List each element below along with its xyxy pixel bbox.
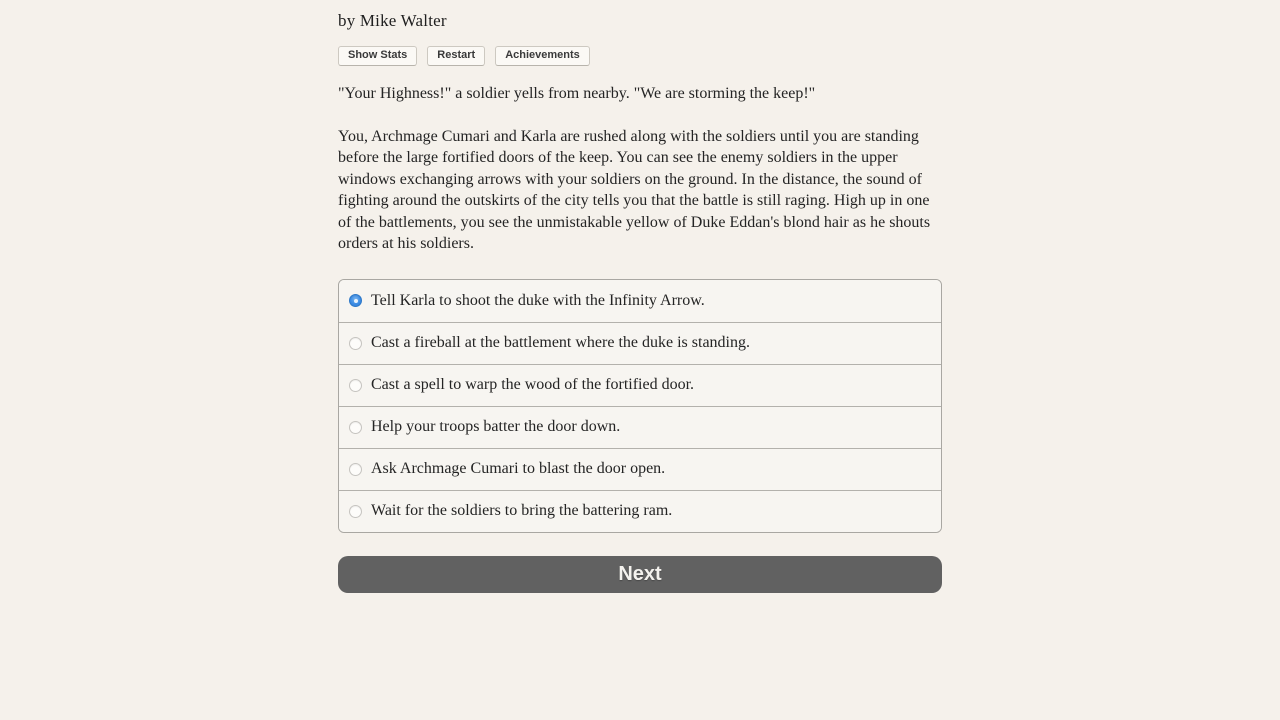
achievements-button[interactable]: Achievements: [495, 46, 590, 66]
choice-option-4[interactable]: [339, 406, 941, 448]
radio-button-icon[interactable]: [349, 337, 362, 350]
game-toolbar: [338, 46, 942, 66]
game-page: [338, 0, 942, 593]
radio-button-icon[interactable]: [349, 379, 362, 392]
story-paragraph: You, Archmage Cumari and Karla are rushed along with the soldiers until you are standing before the large fortified doors of the keep. You can see the enemy soldiers in the upper windows exchanging arrows with your soldiers on the ground. In the distance, the sound of fighting around the outskirts of the city tells you that the battle is still raging. High up in one of the battlements, you see the unmistakable yellow of Duke Eddan's blond hair as he shouts orders at his soldiers.: [338, 127, 931, 253]
radio-button-icon[interactable]: [349, 505, 362, 518]
choice-option-5[interactable]: [339, 448, 941, 490]
choice-option-2[interactable]: [339, 322, 941, 364]
radio-button-icon[interactable]: [349, 294, 362, 307]
show-stats-button[interactable]: Show Stats: [338, 46, 417, 66]
choice-option-6[interactable]: [339, 490, 941, 532]
choice-label: Help your troops batter the door down.: [371, 418, 621, 436]
next-button[interactable]: Next: [338, 556, 942, 593]
choice-label: Cast a fireball at the battlement where the duke is standing.: [371, 334, 750, 352]
choice-label: Ask Archmage Cumari to blast the door open.: [371, 460, 666, 478]
choice-option-1[interactable]: [339, 280, 941, 322]
choice-label: Cast a spell to warp the wood of the fortified door.: [371, 376, 695, 394]
restart-button[interactable]: Restart: [427, 46, 485, 66]
author-byline: by Mike Walter: [338, 11, 447, 30]
radio-button-icon[interactable]: [349, 463, 362, 476]
story-text: [338, 83, 942, 255]
choice-label: Tell Karla to shoot the duke with the Infinity Arrow.: [371, 291, 705, 309]
choice-list: [338, 279, 942, 533]
choice-option-3[interactable]: [339, 364, 941, 406]
choice-label: Wait for the soldiers to bring the battering ram.: [371, 502, 673, 520]
story-paragraph: "Your Highness!" a soldier yells from nearby. "We are storming the keep!": [338, 85, 816, 103]
radio-button-icon[interactable]: [349, 421, 362, 434]
